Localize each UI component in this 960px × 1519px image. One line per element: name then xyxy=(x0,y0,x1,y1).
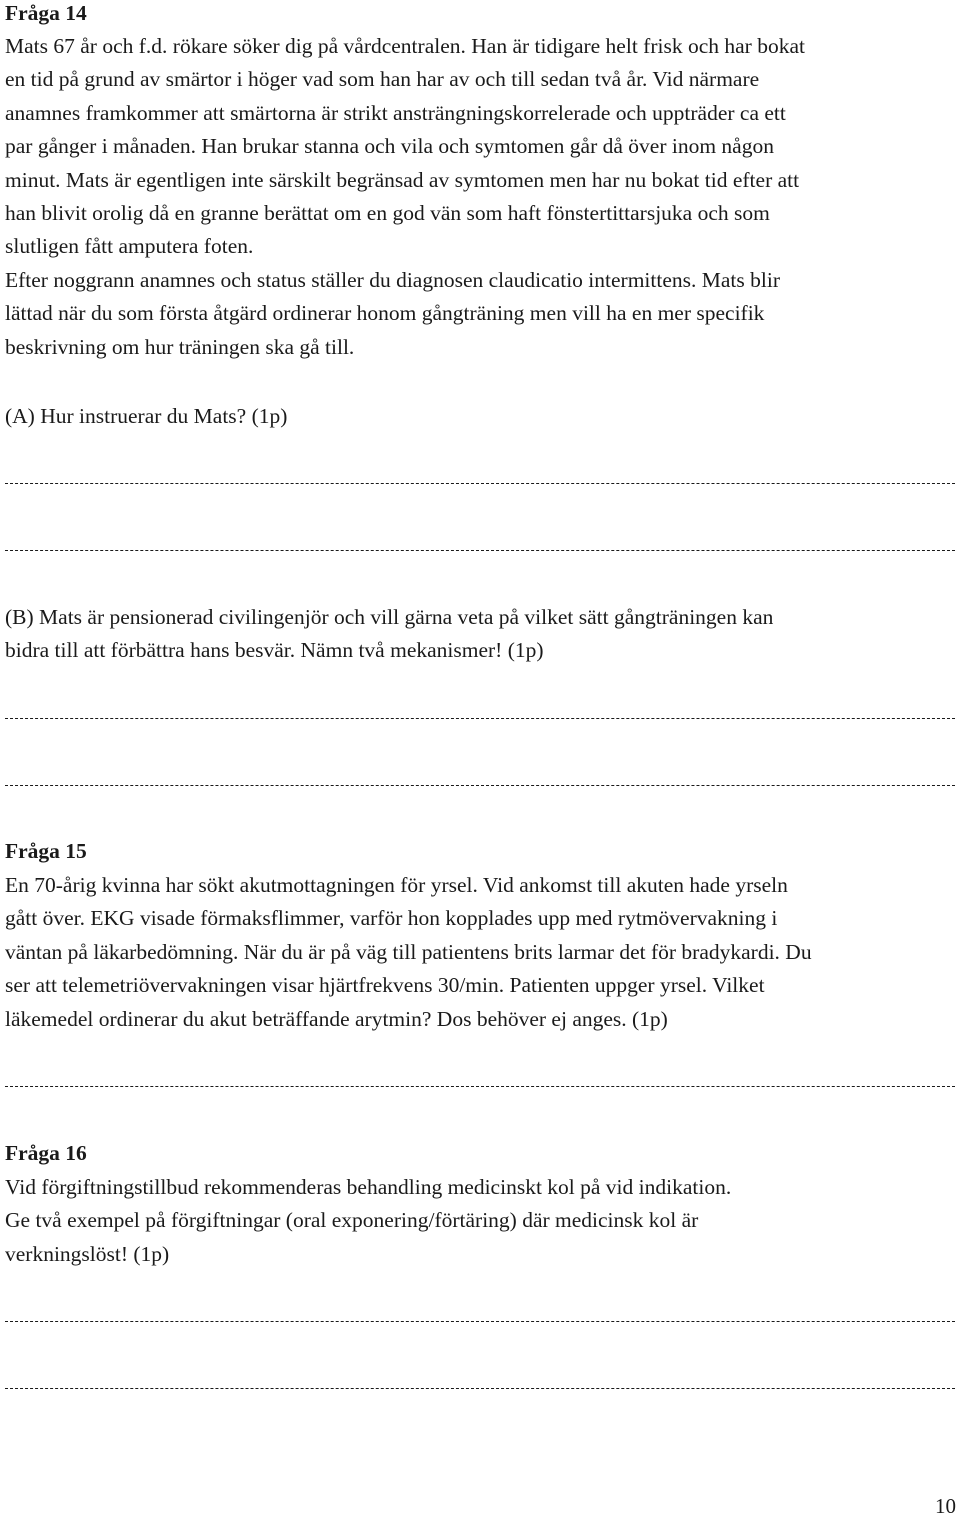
text-line: En 70-årig kvinna har sökt akutmottagningen för yrsel. Vid ankomst till akuten hade yrseln xyxy=(5,873,788,897)
text-line: han blivit orolig då en granne berättat om en god vän som haft fönstertittarsjuka och som xyxy=(5,201,770,226)
text-line: beskrivning om hur träningen ska gå till. xyxy=(5,334,355,359)
answer-line-16-1[interactable] xyxy=(5,1321,955,1322)
question-15-heading: Fråga 15 xyxy=(5,839,87,863)
text-line: par gånger i månaden. Han brukar stanna och vila och symtomen går då över inom någon xyxy=(5,134,774,159)
text-line: minut. Mats är egentligen inte särskilt begränsad av symtomen men har nu bokat tid efter att xyxy=(5,167,800,192)
text-line: väntan på läkarbedömning. När du är på väg till patientens brits larmar det för bradykardi. Du xyxy=(5,939,812,964)
question-14a-prompt: (A) Hur instruerar du Mats? (1p) xyxy=(5,404,288,428)
text-line: lättad när du som första åtgärd ordinerar honom gångträning men vill ha en mer specifik xyxy=(5,301,765,326)
answer-line-14b-1[interactable] xyxy=(5,718,955,719)
text-line: verkningslöst! (1p) xyxy=(5,1241,170,1266)
text-line: gått över. EKG visade förmaksflimmer, varför hon kopplades upp med rytmövervakning i xyxy=(5,906,778,931)
text-line: ser att telemetriövervakningen visar hjärtfrekvens 30/min. Patienten uppger yrsel. Vilket xyxy=(5,973,765,998)
text-line: anamnes framkommer att smärtorna är strikt ansträngningskorrelerade och uppträder ca ett xyxy=(5,100,786,125)
question-16-text xyxy=(5,1171,955,1271)
question-14-intro xyxy=(5,30,955,364)
question-14-heading: Fråga 14 xyxy=(5,1,87,25)
question-14b-prompt xyxy=(5,601,955,668)
question-16-heading: Fråga 16 xyxy=(5,1141,87,1165)
text-line: Efter noggrann anamnes och status ställer du diagnosen claudicatio intermittens. Mats blir xyxy=(5,267,780,292)
text-line: bidra till att förbättra hans besvär. Nämn två mekanismer! (1p) xyxy=(5,638,544,663)
question-15-text xyxy=(5,869,955,1036)
text-line: läkemedel ordinerar du akut beträffande arytmin? Dos behöver ej anges. (1p) xyxy=(5,1006,668,1031)
text-line: (B) Mats är pensionerad civilingenjör och vill gärna veta på vilket sätt gångträningen kan xyxy=(5,605,774,629)
page-number: 10 xyxy=(935,1494,956,1518)
text-line: slutligen fått amputera foten. xyxy=(5,234,254,259)
text-line: Ge två exempel på förgiftningar (oral exponering/förtäring) där medicinsk kol är xyxy=(5,1208,699,1233)
answer-line-15-1[interactable] xyxy=(5,1086,955,1087)
answer-line-14a-2[interactable] xyxy=(5,550,955,551)
text-line: Vid förgiftningstillbud rekommenderas behandling medicinskt kol på vid indikation. xyxy=(5,1175,732,1199)
answer-line-16-2[interactable] xyxy=(5,1388,955,1389)
answer-line-14a-1[interactable] xyxy=(5,483,955,484)
text-line: en tid på grund av smärtor i höger vad som han har av och till sedan två år. Vid närmare xyxy=(5,67,760,92)
answer-line-14b-2[interactable] xyxy=(5,785,955,786)
text-line: Mats 67 år och f.d. rökare söker dig på vårdcentralen. Han är tidigare helt frisk och har bokat xyxy=(5,34,805,58)
